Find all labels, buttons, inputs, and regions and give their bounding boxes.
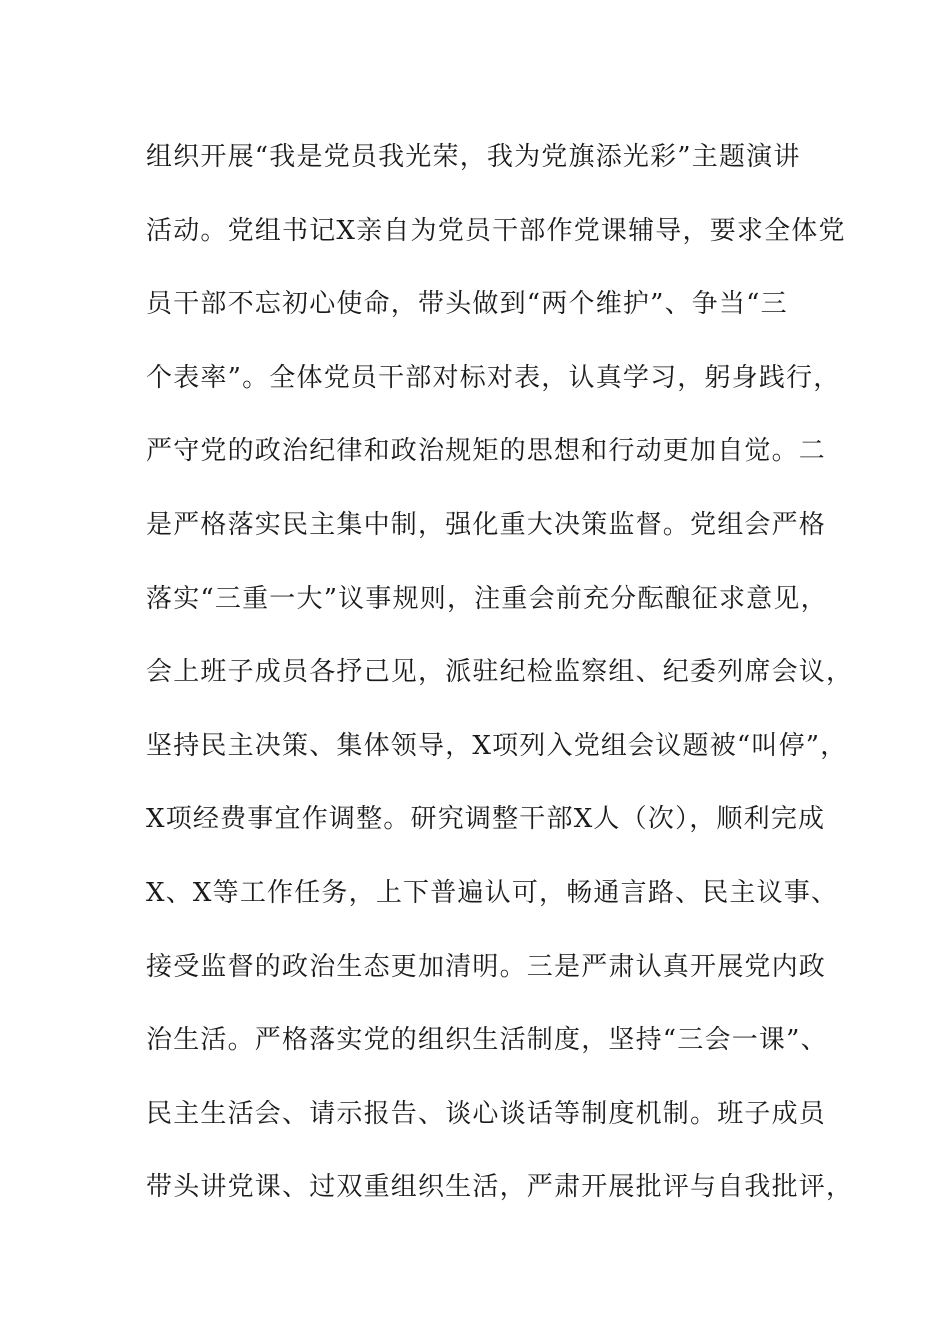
text-line: 坚持民主决策、集体领导，X项列入党组会议题被“叫停”， [146, 730, 848, 761]
text-line: 治生活。严格落实党的组织生活制度，坚持“三会一课”、 [146, 1025, 828, 1056]
text-line: 是严格落实民主集中制，强化重大决策监督。党组会严格 [146, 509, 827, 540]
text-line: 带头讲党课、过双重组织生活，严肃开展批评与自我批评， [146, 1172, 854, 1203]
text-line: 会上班子成员各抒己见，派驻纪检监察组、纪委列席会议， [146, 657, 854, 688]
text-line: 组织开展“我是党员我光荣，我为党旗添光彩”主题演讲 [146, 142, 801, 172]
text-line: 严守党的政治纪律和政治规矩的思想和行动更加自觉。二 [146, 436, 827, 467]
text-line: 个表率”。全体党员干部对标对表，认真学习，躬身践行， [146, 362, 841, 393]
text-line: 落实“三重一大”议事规则，注重会前充分酝酿征求意见， [146, 583, 828, 614]
text-line: X、X等工作任务，上下普遍认可，畅通言路、民主议事、 [146, 877, 839, 908]
text-line: 活动。党组书记X亲自为党员干部作党课辅导，要求全体党 [146, 215, 846, 246]
text-line: 员干部不忘初心使命，带头做到“两个维护”、争当“三 [146, 289, 788, 320]
body-text [146, 131, 854, 1235]
text-line: 民主生活会、请示报告、谈心谈话等制度机制。班子成员 [146, 1098, 827, 1129]
text-line: X项经费事宜作调整。研究调整干部X人（次），顺利完成 [146, 804, 826, 835]
text-line: 接受监督的政治生态更加清明。三是严肃认真开展党内政 [146, 951, 827, 982]
